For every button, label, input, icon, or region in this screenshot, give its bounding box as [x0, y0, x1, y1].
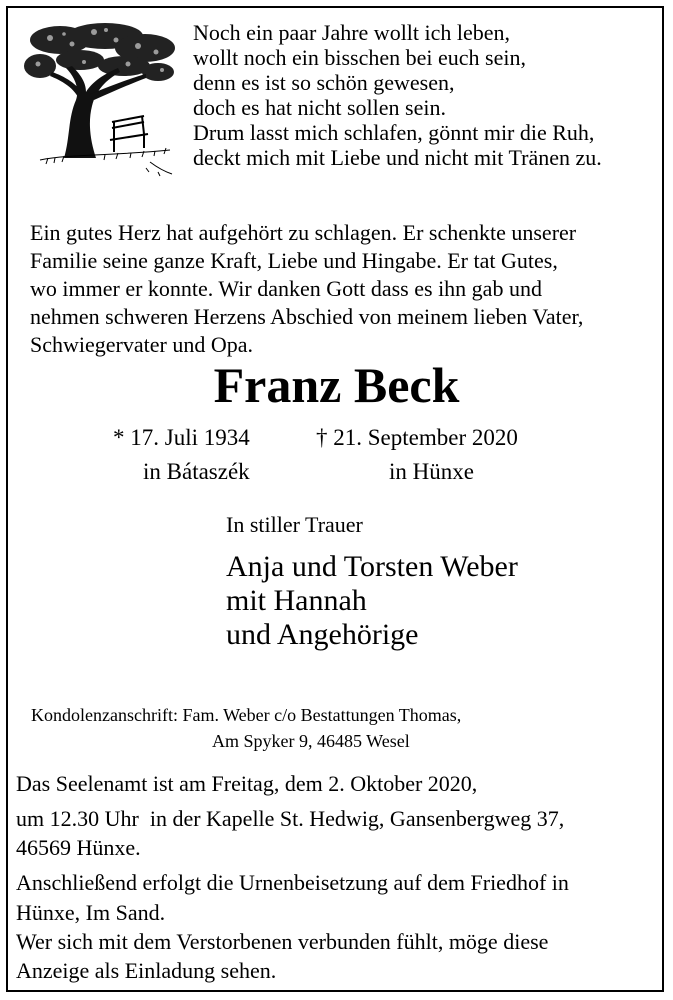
service-line: Das Seelenamt ist am Freitag, dem 2. Oktober 2020, — [16, 771, 478, 796]
intro-line: Schwiegervater und Opa. — [30, 332, 253, 357]
death-date: † 21. September 2020 — [316, 425, 518, 450]
poem-line: wollt noch ein bisschen bei euch sein, — [193, 45, 526, 70]
condolence-address: Kondolenzanschrift: Fam. Weber c/o Bestattungen Thomas, — [31, 705, 462, 725]
condolence-address-street: Am Spyker 9, 46485 Wesel — [212, 731, 410, 751]
mourner-line: und Angehörige — [226, 618, 419, 651]
intro-line: wo immer er konnte. Wir danken Gott dass es ihn gab und — [30, 276, 542, 301]
deceased-name: Franz Beck — [213, 357, 460, 413]
tree-with-bench-icon — [20, 18, 180, 178]
service-line: Anzeige als Einladung sehen. — [16, 958, 277, 983]
service-line: Hünxe, Im Sand. — [16, 900, 166, 925]
intro-line: Familie seine ganze Kraft, Liebe und Hingabe. Er tat Gutes, — [30, 248, 558, 273]
poem-line: doch es hat nicht sollen sein. — [193, 95, 446, 120]
service-line: Wer sich mit dem Verstorbenen verbunden fühlt, möge diese — [16, 929, 549, 954]
poem-line: Drum lasst mich schlafen, gönnt mir die Ruh, — [193, 120, 595, 145]
mourning-heading: In stiller Trauer — [226, 512, 363, 537]
mourner-line: Anja und Torsten Weber — [226, 550, 518, 583]
mourner-line: mit Hannah — [226, 584, 367, 617]
service-line: um 12.30 Uhr in der Kapelle St. Hedwig, Gansenbergweg 37, — [16, 806, 565, 831]
service-line: Anschließend erfolgt die Urnenbeisetzung auf dem Friedhof in — [16, 870, 569, 895]
death-place: in Hünxe — [389, 459, 474, 484]
poem-line: deckt mich mit Liebe und nicht mit Tränen zu. — [193, 145, 602, 170]
intro-line: Ein gutes Herz hat aufgehört zu schlagen. Er schenkte unserer — [30, 220, 577, 245]
poem-line: Noch ein paar Jahre wollt ich leben, — [193, 20, 511, 45]
birth-place: in Bátaszék — [143, 459, 250, 484]
birth-date: * 17. Juli 1934 — [113, 425, 250, 450]
intro-line: nehmen schweren Herzens Abschied von meinem lieben Vater, — [30, 304, 584, 329]
service-line: 46569 Hünxe. — [16, 835, 141, 860]
poem-line: denn es ist so schön gewesen, — [193, 70, 455, 95]
